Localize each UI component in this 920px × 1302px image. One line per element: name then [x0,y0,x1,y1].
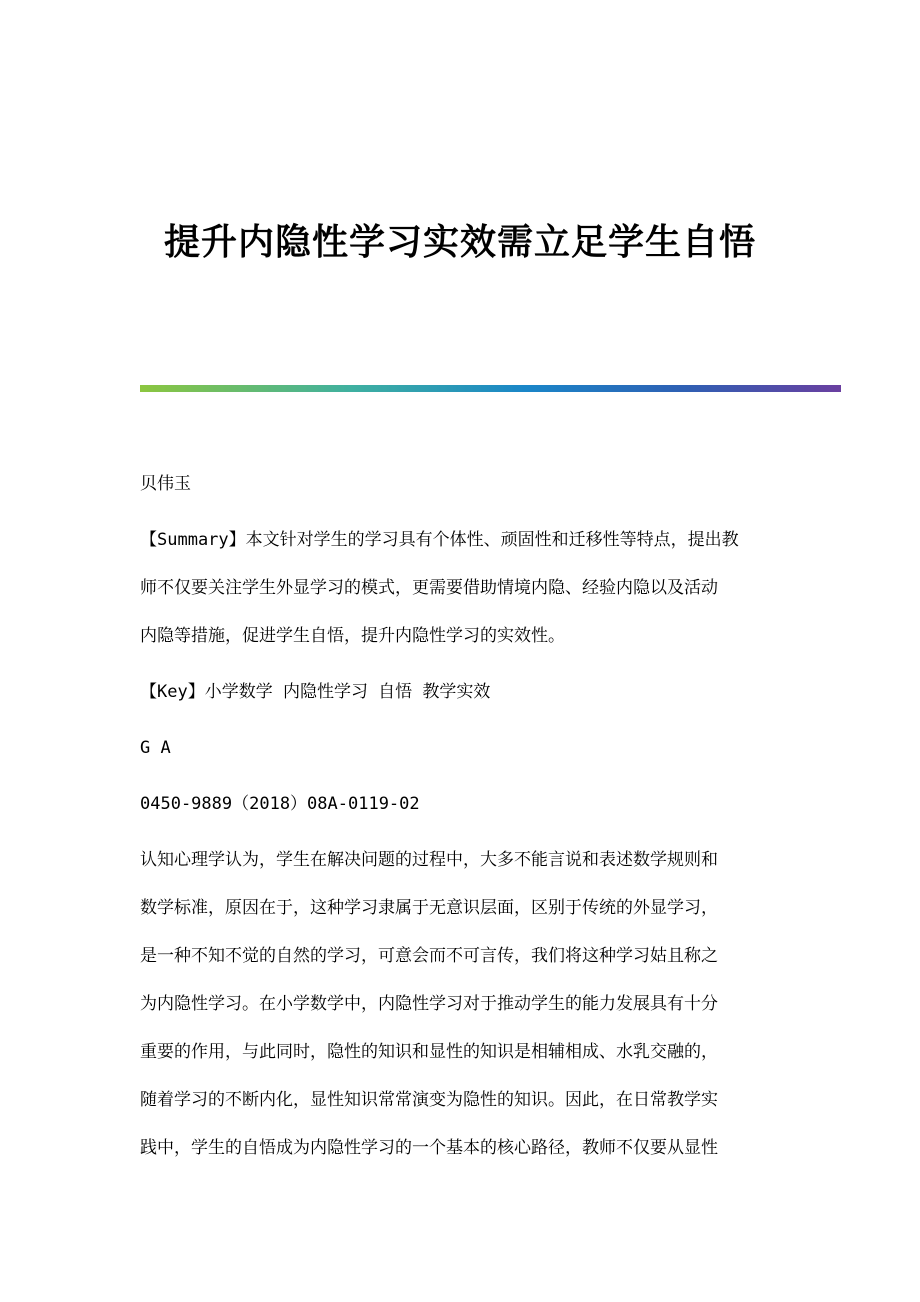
body-line: 为内隐性学习。在小学数学中，内隐性学习对于推动学生的能力发展具有十分 [140,994,718,1014]
summary-line: 【Summary】本文针对学生的学习具有个体性、顽固性和迁移性等特点，提出教 [140,530,739,550]
document-title: 提升内隐性学习实效需立足学生自悟 [163,221,756,263]
author-name: 贝伟玉 [140,474,191,494]
body-line: 随着学习的不断内化，显性知识常常演变为隐性的知识。因此，在日常教学实 [140,1090,718,1110]
document-id: 0450-9889（2018）08A-0119-02 [140,794,420,814]
body-line: 重要的作用，与此同时，隐性的知识和显性的知识是相辅相成、水乳交融的， [140,1042,718,1062]
summary-line: 师不仅要关注学生外显学习的模式，更需要借助情境内隐、经验内隐以及活动 [140,578,718,598]
body-line: 认知心理学认为，学生在解决问题的过程中，大多不能言说和表述数学规则和 [140,850,718,870]
classification-code: G A [140,738,171,758]
body-line: 践中，学生的自悟成为内隐性学习的一个基本的核心路径，教师不仅要从显性 [140,1138,718,1158]
body-line: 数学标准，原因在于，这种学习隶属于无意识层面，区别于传统的外显学习， [140,898,718,918]
summary-line: 内隐等措施，促进学生自悟，提升内隐性学习的实效性。 [140,626,565,646]
body-line: 是一种不知不觉的自然的学习，可意会而不可言传，我们将这种学习姑且称之 [140,946,718,966]
gradient-divider [140,385,841,392]
keywords-line: 【Key】小学数学 内隐性学习 自悟 教学实效 [140,682,491,702]
